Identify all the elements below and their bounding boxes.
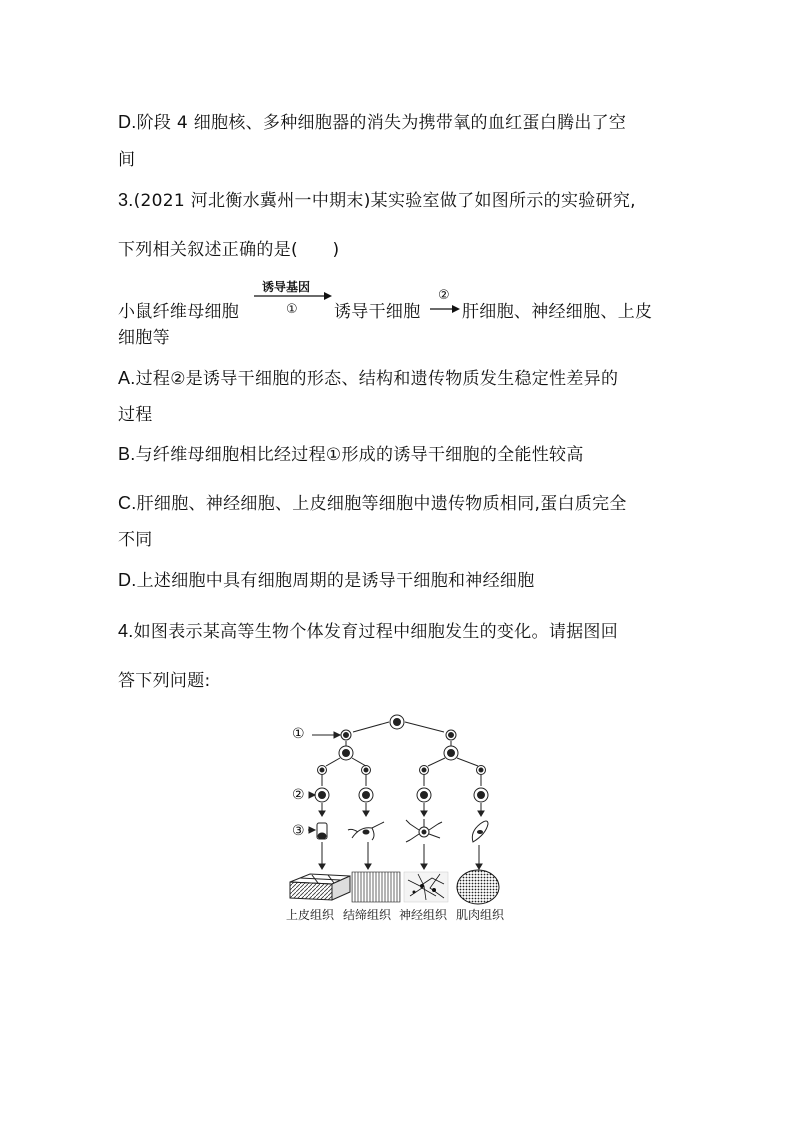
muscle-tissue — [457, 870, 499, 904]
level4-cell-4 — [474, 788, 488, 802]
level2-cell-left — [339, 746, 353, 760]
arrow1-label-top: 诱导基因 — [262, 280, 311, 294]
q3-stem-cont: 下列相关叙述正确的是( ) — [118, 240, 340, 260]
caption-muscle: 肌肉组织 — [456, 908, 505, 922]
epithelial-cell — [317, 823, 327, 839]
arrow2-label: ② — [438, 288, 450, 303]
level4-cell-3 — [417, 788, 431, 802]
level1-cell-left — [341, 730, 351, 740]
zygote-cell — [390, 715, 404, 729]
nervous-tissue — [404, 872, 448, 902]
caption-nervous: 神经组织 — [399, 908, 448, 922]
flow-end: 肝细胞、神经细胞、上皮 — [462, 302, 653, 322]
level1-cell-right — [446, 730, 456, 740]
marker-3: ③ — [292, 823, 305, 839]
nerve-cell — [406, 819, 442, 842]
q3-option-a-cont: 过程 — [118, 405, 153, 425]
marker-2: ② — [292, 787, 305, 803]
question-stem: 如图表示某高等生物个体发育过程中细胞发生的变化。请据图回 — [133, 622, 619, 642]
caption-epithelial: 上皮组织 — [286, 908, 335, 922]
option-text: 与纤维母细胞相比经过程①形成的诱导干细胞的全能性较高 — [135, 445, 584, 465]
level2-cell-right — [444, 746, 458, 760]
level3-cell-1 — [318, 766, 327, 775]
connective-cell — [348, 822, 384, 840]
flow-middle: 诱导干细胞 — [334, 302, 421, 322]
option-label: B. — [118, 444, 136, 464]
q4-stem-cont: 答下列问题: — [118, 671, 211, 691]
option-label: C. — [118, 493, 137, 513]
level3-cell-3 — [420, 766, 429, 775]
option-label: D. — [118, 112, 137, 132]
caption-connective: 结缔组织 — [343, 908, 392, 922]
level4-cell-1 — [315, 788, 329, 802]
connective-tissue — [352, 872, 400, 902]
epithelial-tissue — [290, 874, 350, 900]
option-label: D. — [118, 570, 137, 590]
option-text: 上述细胞中具有细胞周期的是诱导干细胞和神经细胞 — [136, 571, 535, 591]
question-stem: (2021 河北衡水冀州一中期末)某实验室做了如图所示的实验研究, — [133, 191, 636, 211]
option-text: 肝细胞、神经细胞、上皮细胞等细胞中遗传物质相同,蛋白质完全 — [136, 494, 627, 514]
marker-1: ① — [292, 726, 305, 742]
arrow1-label-bottom: ① — [286, 302, 298, 317]
question-number: 3. — [118, 190, 134, 210]
question-number: 4. — [118, 621, 134, 641]
flow-end-cont: 细胞等 — [118, 328, 170, 348]
flow-start: 小鼠纤维母细胞 — [118, 302, 240, 322]
level3-cell-2 — [362, 766, 371, 775]
option-label: A. — [118, 368, 136, 388]
q2-option-d-cont: 间 — [118, 150, 136, 170]
muscle-cell — [472, 821, 488, 842]
option-text: 阶段 4 细胞核、多种细胞器的消失为携带氧的血红蛋白腾出了空 — [136, 113, 627, 133]
option-text: 过程②是诱导干细胞的形态、结构和遗传物质发生稳定性差异的 — [135, 369, 619, 389]
level4-cell-2 — [359, 788, 373, 802]
level3-cell-4 — [477, 766, 486, 775]
q3-option-c-cont: 不同 — [118, 530, 153, 550]
